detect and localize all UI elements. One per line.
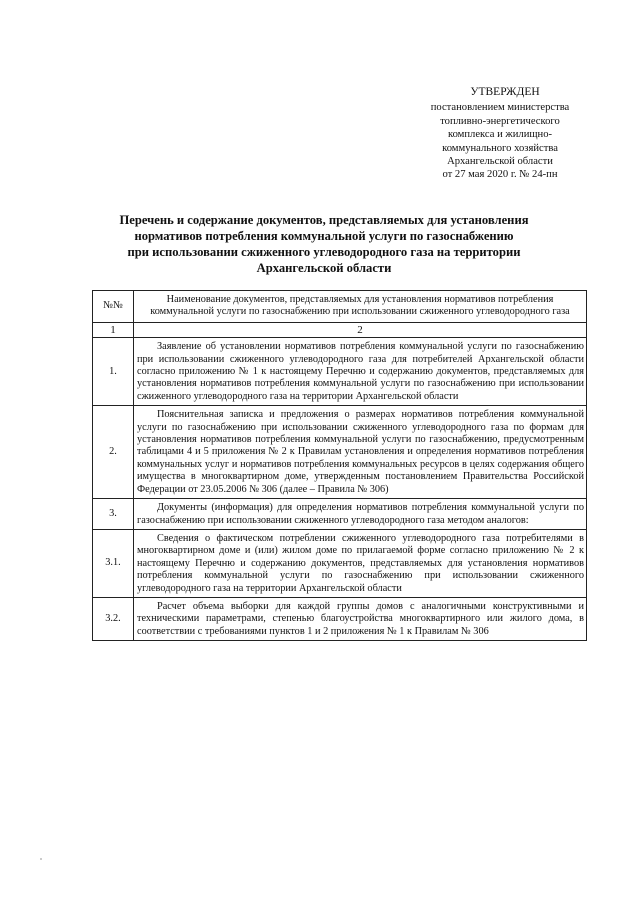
row-number: 3. <box>93 499 134 530</box>
header-name-cell <box>134 291 587 323</box>
column-number: 1 <box>93 322 134 337</box>
table-row <box>93 406 587 499</box>
row-number: 3.2. <box>93 597 134 640</box>
row-text: Заявление об установлении нормативов потребления коммунальной услуги по газоснабжению при использовании сжиженного углеводородного газа для потребителей Архангельской области согласно приложению № 1 к настоящему Перечню и содержанию документов, представляемых для установления нормативов потребления коммунальной услуги по газоснабжению при использовании сжиженного углеводородного газа на территории Архангельской области <box>137 341 584 402</box>
table-row <box>93 499 587 530</box>
table-row <box>93 529 587 597</box>
column-number: 2 <box>134 322 587 337</box>
approval-line: Архангельской области <box>447 156 553 168</box>
approval-heading: УТВЕРЖДЕН <box>470 86 540 98</box>
row-number: 2. <box>93 406 134 499</box>
row-text-cell <box>134 338 587 406</box>
approval-line: комплекса и жилищно- <box>447 129 553 141</box>
title-line: нормативов потребления коммунальной услуги по газоснабжению <box>134 229 514 243</box>
title-line: Перечень и содержание документов, представляемых для установления <box>119 213 529 227</box>
row-text: Расчет объема выборки для каждой группы домов с аналогичными конструктивными и техническими параметрами, степенью благоустройства многоквартирного или жилого дома, в соответствии с требованиями пунктов 1 и 2 приложения № 1 к Правилам № 306 <box>137 600 584 637</box>
document-title <box>90 212 558 276</box>
row-text-cell <box>134 597 587 640</box>
approval-stamp <box>395 86 605 182</box>
approval-line: от 27 мая 2020 г. № 24-пн <box>442 169 558 181</box>
row-text-cell <box>134 499 587 530</box>
table-header-row <box>93 291 587 323</box>
scan-speck <box>40 858 42 860</box>
row-text: Сведения о фактическом потреблении сжиженного углеводородного газа потребителями в многоквартирном доме и (или) жилом доме по прилагаемой форме согласно приложению № 2 к настоящему Перечню и содержанию документов, представляемых для установления нормативов потребления коммунальной услуги по газоснабжению при использовании сжиженного углеводородного газа на территории Архангельской области <box>137 532 584 594</box>
column-number-row <box>93 322 587 337</box>
table-row <box>93 597 587 640</box>
row-text-cell <box>134 529 587 597</box>
approval-line: топливно-энергетического <box>440 115 560 127</box>
documents-table <box>92 290 587 641</box>
approval-line: коммунального хозяйства <box>442 142 558 154</box>
header-num-cell: №№ <box>93 291 134 323</box>
header-name-text: Наименование документов, представляемых для установления нормативов потребления коммунальной услуги по газоснабжению при использовании сжиженного углеводородного газа <box>150 294 570 318</box>
title-line: Архангельской области <box>256 261 392 275</box>
row-text-cell <box>134 406 587 499</box>
approval-line: постановлением министерства <box>430 102 570 114</box>
title-line: при использовании сжиженного углеводородного газа на территории <box>127 245 521 259</box>
row-text: Пояснительная записка и предложения о размерах нормативов потребления коммунальной услуги по газоснабжению при использовании сжиженного углеводородного газа по формам для установления нормативов потребления коммунальной услуги по газоснабжению, предусмотренным таблицами 4 и 5 приложения № 2 к Правилам установления и определения нормативов потребления коммунальных услуг и нормативов потребления коммунальных ресурсов в целях содержания общего имущества в многоквартирном доме, утвержденным постановлением Правительства Российской Федерации от 23.05.2006 № 306 (далее – Правила № 306) <box>137 409 584 495</box>
table-row <box>93 338 587 406</box>
row-number: 3.1. <box>93 529 134 597</box>
row-number: 1. <box>93 338 134 406</box>
row-text: Документы (информация) для определения нормативов потребления коммунальной услуги по газоснабжению при использовании сжиженного углеводородного газа методом аналогов: <box>137 502 584 526</box>
